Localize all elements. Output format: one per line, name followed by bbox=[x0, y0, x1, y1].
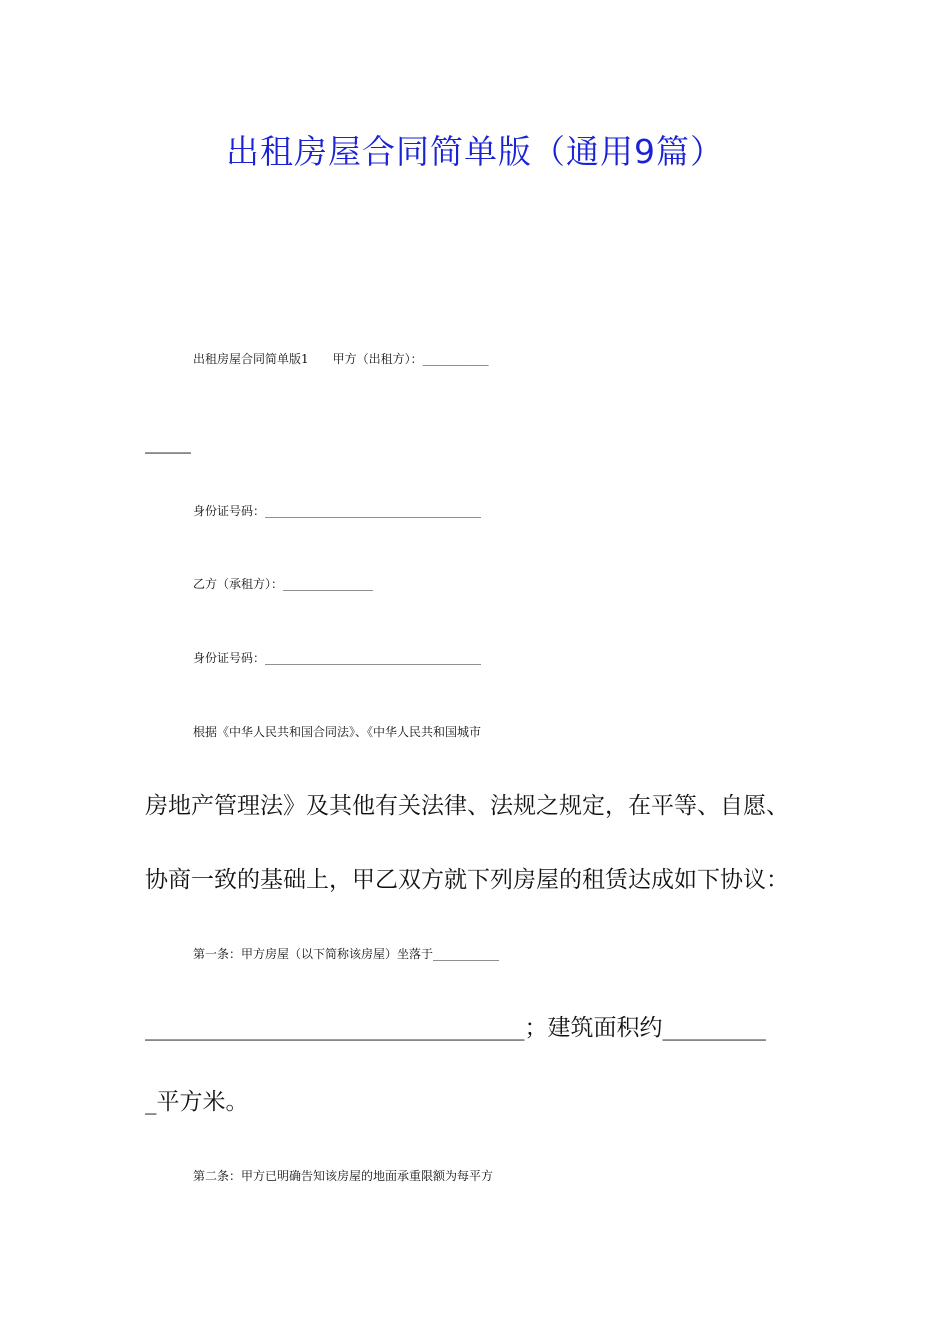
article-2-line-1: 第二条：甲方已明确告知该房屋的地面承重限额为每平方 bbox=[193, 1169, 494, 1183]
article-1-line-1: 第一条：甲方房屋（以下简称该房屋）坐落于___________ bbox=[193, 947, 500, 961]
contract-heading-line: 出租房屋合同简单版1 甲方（出租方）：___________ bbox=[193, 352, 489, 366]
preamble-line-3: 协商一致的基础上，甲乙双方就下列房屋的租赁达成如下协议： bbox=[145, 867, 789, 893]
article-1-line-3: _平方米。 bbox=[145, 1089, 249, 1115]
party-b-id-line: 身份证号码：____________________________________ bbox=[193, 651, 482, 665]
preamble-line-2: 房地产管理法》及其他有关法律、法规之规定，在平等、自愿、 bbox=[145, 793, 789, 819]
document-title: 出租房屋合同简单版（通用9篇） bbox=[226, 132, 724, 171]
article-1-line-2: _________________________________；建筑面积约_________ bbox=[145, 1015, 766, 1041]
party-a-id-line: 身份证号码：____________________________________ bbox=[193, 504, 482, 518]
party-b-line: 乙方（承租方）：_______________ bbox=[193, 577, 374, 591]
blank-continuation-line: ____ bbox=[145, 428, 191, 454]
preamble-line-1: 根据《中华人民共和国合同法》、《中华人民共和国城市 bbox=[193, 725, 482, 739]
